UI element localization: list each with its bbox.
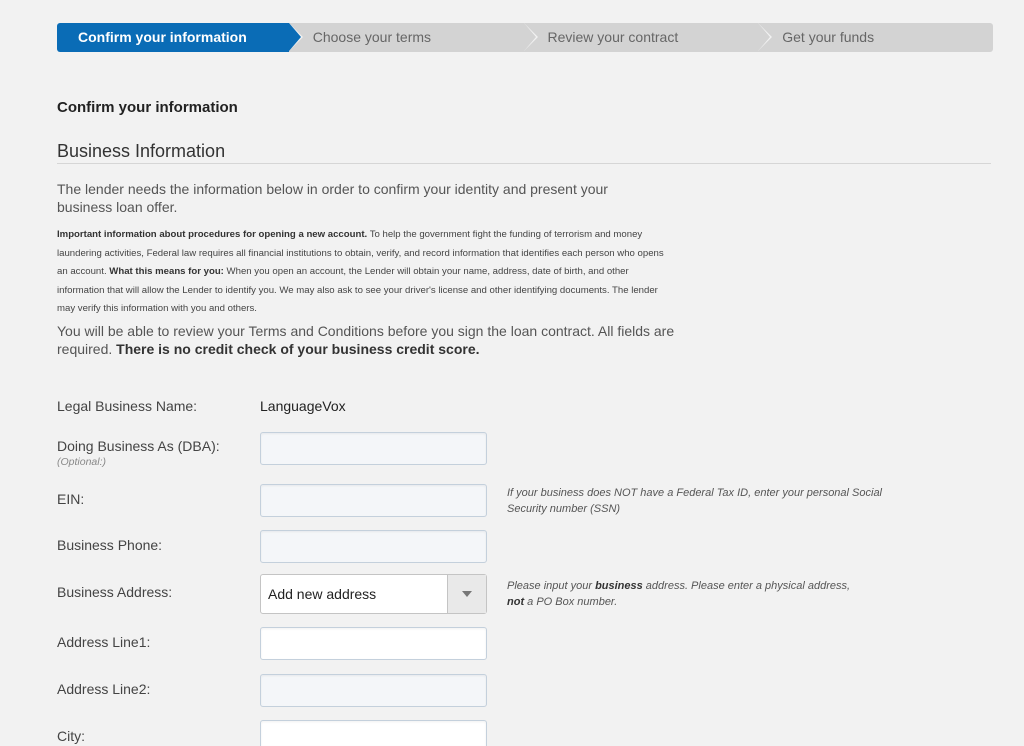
intro-text: The lender needs the information below in order to confirm your identity and present your business loan offer. — [57, 181, 608, 215]
notice-body: When you open an account, the Lender will obtain your name, address, date of birth, and other information that will allow the Lender to identify you. We may also ask to see your driver's license and other identifying documents. The lender may verify this information with you and others. — [57, 266, 658, 315]
progress-stepper — [57, 23, 993, 52]
ein-input[interactable] — [260, 484, 487, 517]
notice-subheading: What this means for you: — [109, 266, 224, 278]
step-label: Choose your terms — [312, 29, 432, 45]
hint-bold: business — [595, 580, 643, 592]
step-choose-terms — [289, 23, 524, 52]
address-line1-input[interactable] — [260, 627, 487, 660]
review-text — [57, 322, 677, 358]
dropdown-toggle[interactable] — [447, 575, 486, 613]
address-label: Business Address: — [57, 584, 173, 600]
business-address-select[interactable] — [260, 574, 487, 614]
section-title: Business Information — [57, 141, 226, 161]
address-line2-input[interactable] — [260, 674, 487, 707]
hint-text: address. Please enter a physical address, — [642, 580, 851, 592]
chevron-down-icon — [462, 591, 472, 597]
dba-input[interactable] — [260, 432, 487, 465]
hint-bold: not — [507, 596, 525, 608]
step-label: Confirm your information — [78, 29, 247, 45]
notice-body: To help the government fight the funding of terrorism and money laundering activities, Federal law requires all financial institutions to obtain, verify, and record information that identifies each person who opens an account. — [57, 229, 664, 278]
business-phone-input[interactable] — [260, 530, 487, 563]
review-body: You will be able to review your Terms and Conditions before you sign the loan contract. All fields are required. — [57, 323, 675, 357]
address-line2-label: Address Line2: — [57, 681, 151, 697]
hint-text: Please input your — [507, 580, 596, 592]
account-notice — [57, 226, 677, 319]
step-confirm-information — [57, 23, 289, 52]
ein-label: EIN: — [57, 491, 85, 507]
legal-name-label: Legal Business Name: — [57, 398, 198, 414]
section-divider — [57, 163, 991, 164]
dba-label-text: Doing Business As (DBA): — [57, 438, 220, 454]
address-line1-label: Address Line1: — [57, 634, 151, 650]
credit-check-note: There is no credit check of your business credit score. — [116, 341, 480, 357]
hint-text: a PO Box number. — [524, 596, 618, 608]
address-hint — [507, 578, 907, 610]
notice-heading: Important information about procedures for opening a new account. — [57, 229, 368, 240]
city-label: City: — [57, 728, 85, 744]
address-selected-value: Add new address — [268, 586, 377, 602]
step-label: Get your funds — [782, 29, 875, 45]
dba-optional-note: (Optional:) — [57, 456, 107, 468]
city-input[interactable] — [260, 720, 487, 746]
phone-label: Business Phone: — [57, 537, 163, 553]
step-review-contract — [524, 23, 759, 52]
dba-label — [57, 438, 220, 468]
page-title: Confirm your information — [57, 99, 238, 116]
legal-name-value: LanguageVox — [260, 398, 346, 414]
step-label: Review your contract — [547, 29, 679, 45]
step-get-funds — [758, 23, 993, 52]
ein-hint: If your business does NOT have a Federal Tax ID, enter your personal Social Security number (SSN) — [507, 487, 883, 515]
